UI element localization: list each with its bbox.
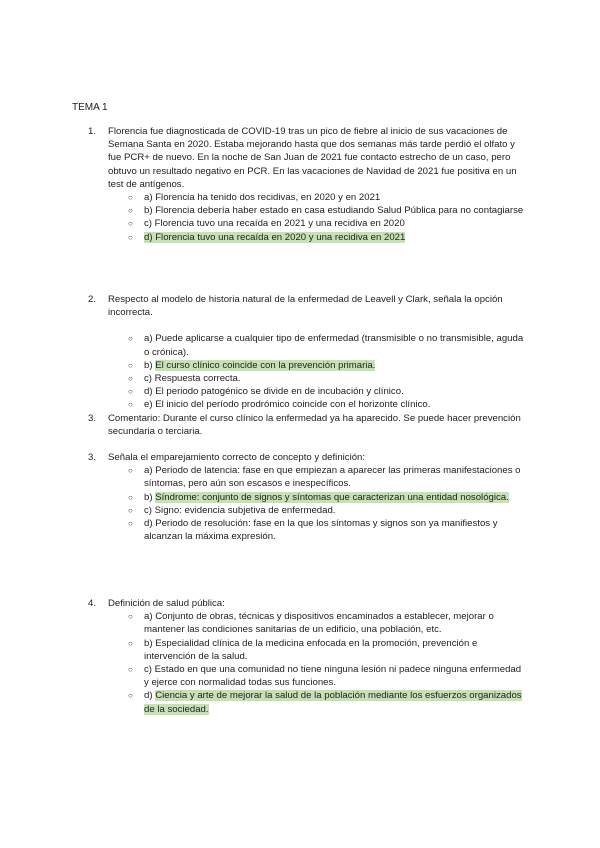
highlighted-answer: Síndrome: conjunto de signos y síntomas que caracterizan una entidad nosológica. — [155, 491, 509, 503]
highlighted-answer: El curso clínico coincide con la prevención primaria. — [155, 359, 376, 371]
question-text: Florencia fue diagnosticada de COVID-19 tras un pico de fiebre al inicio de sus vacaciones de Semana Santa en 2020. Estaba mejorando hasta que dos semanas más tarde perdió el olfato y fue PCR+ de nuevo. En la noche de San Juan de 2021 fue contacto estrecho de un caso, pero obtuvo un resultado negativo en PCR. En las vacaciones de Navidad de 2021 fue positiva en un test de antígenos. — [108, 126, 517, 190]
option-d-correct: ○ d) Ciencia y arte de mejorar la salud de la población mediante los esfuerzos organizados de la sociedad. — [128, 690, 522, 715]
bullet-icon: ○ — [128, 691, 133, 701]
question-number: 1. — [88, 126, 97, 137]
bullet-icon: ○ — [128, 219, 133, 229]
question-number: 4. — [88, 598, 97, 609]
options-list — [88, 610, 528, 716]
option-b-correct: ○ b) El curso clínico coincide con la prevención primaria. — [128, 359, 376, 371]
question-text: Respecto al modelo de historia natural de la enfermedad de Leavell y Clark, señala la opción incorrecta. — [108, 294, 503, 319]
bullet-icon: ○ — [128, 206, 133, 216]
option-d: ○ d) Periodo de resolución: fase en la que los síntomas y signos son ya manifiestos y alcanzan la máxima expresión. — [128, 518, 498, 543]
bullet-icon: ○ — [128, 360, 133, 370]
question-4 — [88, 597, 528, 716]
page-title: TEMA 1 — [72, 102, 108, 113]
bullet-icon: ○ — [128, 232, 133, 242]
bullet-icon: ○ — [128, 400, 133, 410]
bullet-icon: ○ — [128, 334, 133, 344]
question-text: Definición de salud pública: — [108, 598, 225, 609]
question-text: Señala el emparejamiento correcto de concepto y definición: — [108, 452, 366, 463]
option-c: ○ c) Florencia tuvo una recaída en 2021 y una recidiva en 2020 — [128, 218, 405, 230]
option-d: ○ d) El periodo patogénico se divide en de incubación y clínico. — [128, 386, 404, 398]
question-3 — [88, 451, 528, 543]
option-c: ○ c) Signo: evidencia subjetiva de enfermedad. — [128, 504, 336, 516]
options-list — [88, 332, 528, 411]
option-c: ○ c) Respuesta correcta. — [128, 373, 241, 385]
option-c: ○ c) Estado en que una comunidad no tiene ninguna lesión ni padece ninguna enfermedad y ejerce con normalidad todas sus funciones. — [128, 664, 522, 689]
bullet-icon: ○ — [128, 387, 133, 397]
question-1 — [88, 125, 528, 244]
option-a: ○ a) Florencia ha tenido dos recidivas, en 2020 y en 2021 — [128, 192, 381, 204]
question-number: 3. — [88, 452, 97, 463]
bullet-icon: ○ — [128, 638, 133, 648]
bullet-icon: ○ — [128, 519, 133, 529]
bullet-icon: ○ — [128, 492, 133, 502]
highlighted-answer: d) Florencia tuvo una recaída en 2020 y una recidiva en 2021 — [144, 231, 406, 243]
options-list — [88, 464, 528, 543]
bullet-icon: ○ — [128, 505, 133, 515]
bullet-icon: ○ — [128, 374, 133, 384]
question-number: 2. — [88, 294, 97, 305]
option-a: ○ a) Periodo de latencia: fase en que empiezan a aparecer las primeras manifestaciones o síntomas, pero aún son escasos e inespecíficos. — [128, 465, 521, 490]
comment-number: 3. — [88, 412, 97, 424]
options-list — [88, 191, 528, 244]
bullet-icon: ○ — [128, 665, 133, 675]
option-b: ○ b) Especialidad clínica de la medicina enfocada en la promoción, prevención e intervención de la salud. — [128, 637, 478, 662]
question-2 — [88, 293, 528, 438]
bullet-icon: ○ — [128, 612, 133, 622]
option-d-correct — [88, 231, 528, 244]
highlighted-answer: Ciencia y arte de mejorar la salud de la población mediante los esfuerzos organizados de la sociedad. — [144, 690, 522, 715]
bullet-icon: ○ — [128, 466, 133, 476]
bullet-icon: ○ — [128, 193, 133, 203]
option-a: ○ a) Conjunto de obras, técnicas y dispositivos encaminados a establecer, mejorar o mantener las condiciones sanitarias de un edificio, una población, etc. — [128, 611, 494, 636]
option-e: ○ e) El inicio del período prodrómico coincide con el horizonte clínico. — [128, 399, 431, 411]
option-b: ○ b) Florencia debería haber estado en casa estudiando Salud Pública para no contagiarse — [128, 205, 524, 217]
comment-text: Comentario: Durante el curso clínico la enfermedad ya ha aparecido. Se puede hacer prevención secundaria o terciaria. — [108, 412, 521, 437]
option-a: ○ a) Puede aplicarse a cualquier tipo de enfermedad (transmisible o no transmisible, aguda o crónica). — [128, 333, 524, 358]
option-b-correct: ○ b) Síndrome: conjunto de signos y síntomas que caracterizan una entidad nosológica. — [128, 491, 509, 503]
comment — [88, 412, 528, 438]
